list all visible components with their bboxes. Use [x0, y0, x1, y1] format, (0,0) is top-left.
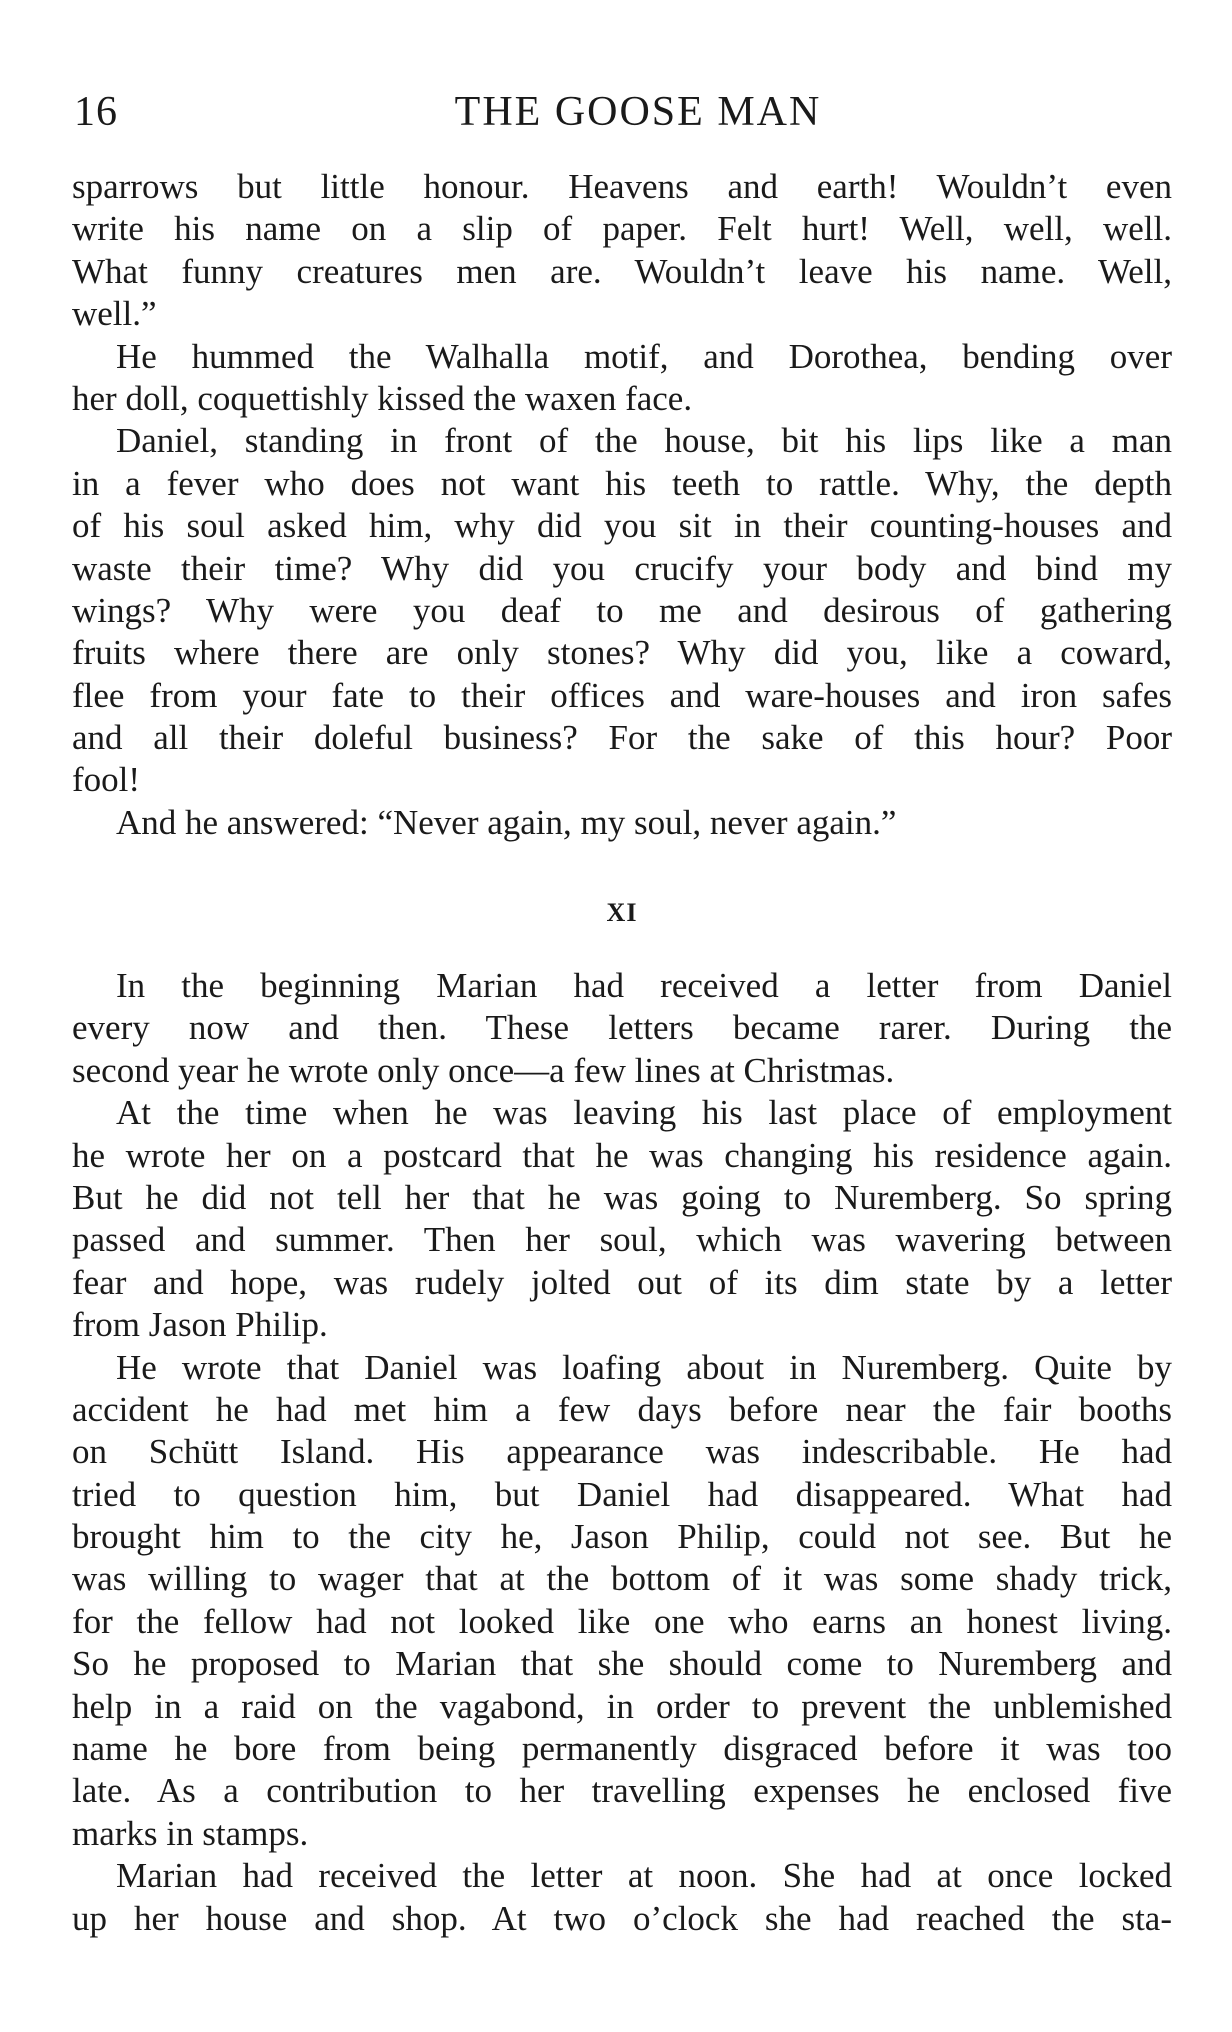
book-title: THE GOOSE MAN [454, 89, 822, 135]
text-line: waste their time? Why did you crucify your body and bind my [72, 548, 1172, 588]
text-line: marks in stamps. [72, 1813, 309, 1853]
text-line: fool! [72, 760, 141, 800]
text-line: tried to question him, but Daniel had disappeared. What had [72, 1474, 1172, 1514]
text-line: help in a raid on the vagabond, in order to prevent the unblemished [72, 1686, 1172, 1726]
text-line: and all their doleful business? For the sake of this hour? Poor [72, 718, 1172, 758]
paragraph-first-line: He wrote that Daniel was loafing about in Nuremberg. Quite by [116, 1347, 1172, 1387]
text-line: second year he wrote only once—a few lines at Christmas. [72, 1050, 895, 1090]
text-line: sparrows but little honour. Heavens and earth! Wouldn’t even [72, 167, 1172, 206]
text-line: fruits where there are only stones? Why did you, like a coward, [72, 633, 1172, 673]
section-heading: XI [606, 898, 638, 927]
text-line: What funny creatures men are. Wouldn’t leave his name. Well, [72, 251, 1172, 291]
text-line: flee from your fate to their offices and ware-houses and iron safes [72, 675, 1172, 715]
text-line: write his name on a slip of paper. Felt hurt! Well, well, well. [72, 209, 1172, 249]
text-block-after-section [72, 965, 1172, 1940]
text-line: accident he had met him a few days before near the fair booths [72, 1389, 1172, 1429]
paragraph-first-line: At the time when he was leaving his last place of employment [116, 1093, 1172, 1133]
text-line: for the fellow had not looked like one who earns an honest living. [72, 1601, 1172, 1641]
running-head [74, 82, 1172, 142]
text-line: of his soul asked him, why did you sit in their counting-houses and [72, 506, 1172, 546]
text-block-before-section [72, 166, 1172, 844]
page-number: 16 [74, 89, 118, 135]
text-line: was willing to wager that at the bottom of it was some shady trick, [72, 1559, 1172, 1599]
paragraph-first-line: Daniel, standing in front of the house, bit his lips like a man [116, 421, 1172, 461]
text-line: wings? Why were you deaf to me and desirous of gathering [72, 590, 1172, 630]
text-line: in a fever who does not want his teeth to rattle. Why, the depth [72, 463, 1172, 503]
text-line: he wrote her on a postcard that he was changing his residence again. [72, 1135, 1172, 1175]
text-line: So he proposed to Marian that she should come to Nuremberg and [72, 1644, 1172, 1684]
text-line: But he did not tell her that he was going to Nuremberg. So spring [72, 1177, 1172, 1217]
text-line: on Schütt Island. His appearance was indescribable. He had [72, 1432, 1172, 1472]
text-line: from Jason Philip. [72, 1305, 328, 1345]
paragraph-first-line: In the beginning Marian had received a letter from Daniel [116, 966, 1172, 1005]
text-line: well.” [72, 294, 157, 334]
paragraph-first-line: He hummed the Walhalla motif, and Dorothea, bending over [116, 336, 1172, 376]
text-line: passed and summer. Then her soul, which was wavering between [72, 1220, 1172, 1260]
text-line: fear and hope, was rudely jolted out of its dim state by a letter [72, 1262, 1172, 1302]
text-line: every now and then. These letters became rarer. During the [72, 1008, 1172, 1048]
text-line: her doll, coquettishly kissed the waxen face. [72, 378, 693, 418]
text-line: name he bore from being permanently disgraced before it was too [72, 1729, 1172, 1769]
text-line: up her house and shop. At two o’clock she had reached the sta- [72, 1898, 1172, 1938]
text-line: brought him to the city he, Jason Philip, could not see. But he [72, 1517, 1172, 1557]
paragraph-first-line: Marian had received the letter at noon. She had at once locked [116, 1856, 1172, 1896]
text-line: late. As a contribution to her travelling expenses he enclosed five [72, 1771, 1172, 1811]
paragraph-first-line: And he answered: “Never again, my soul, never again.” [116, 802, 897, 842]
